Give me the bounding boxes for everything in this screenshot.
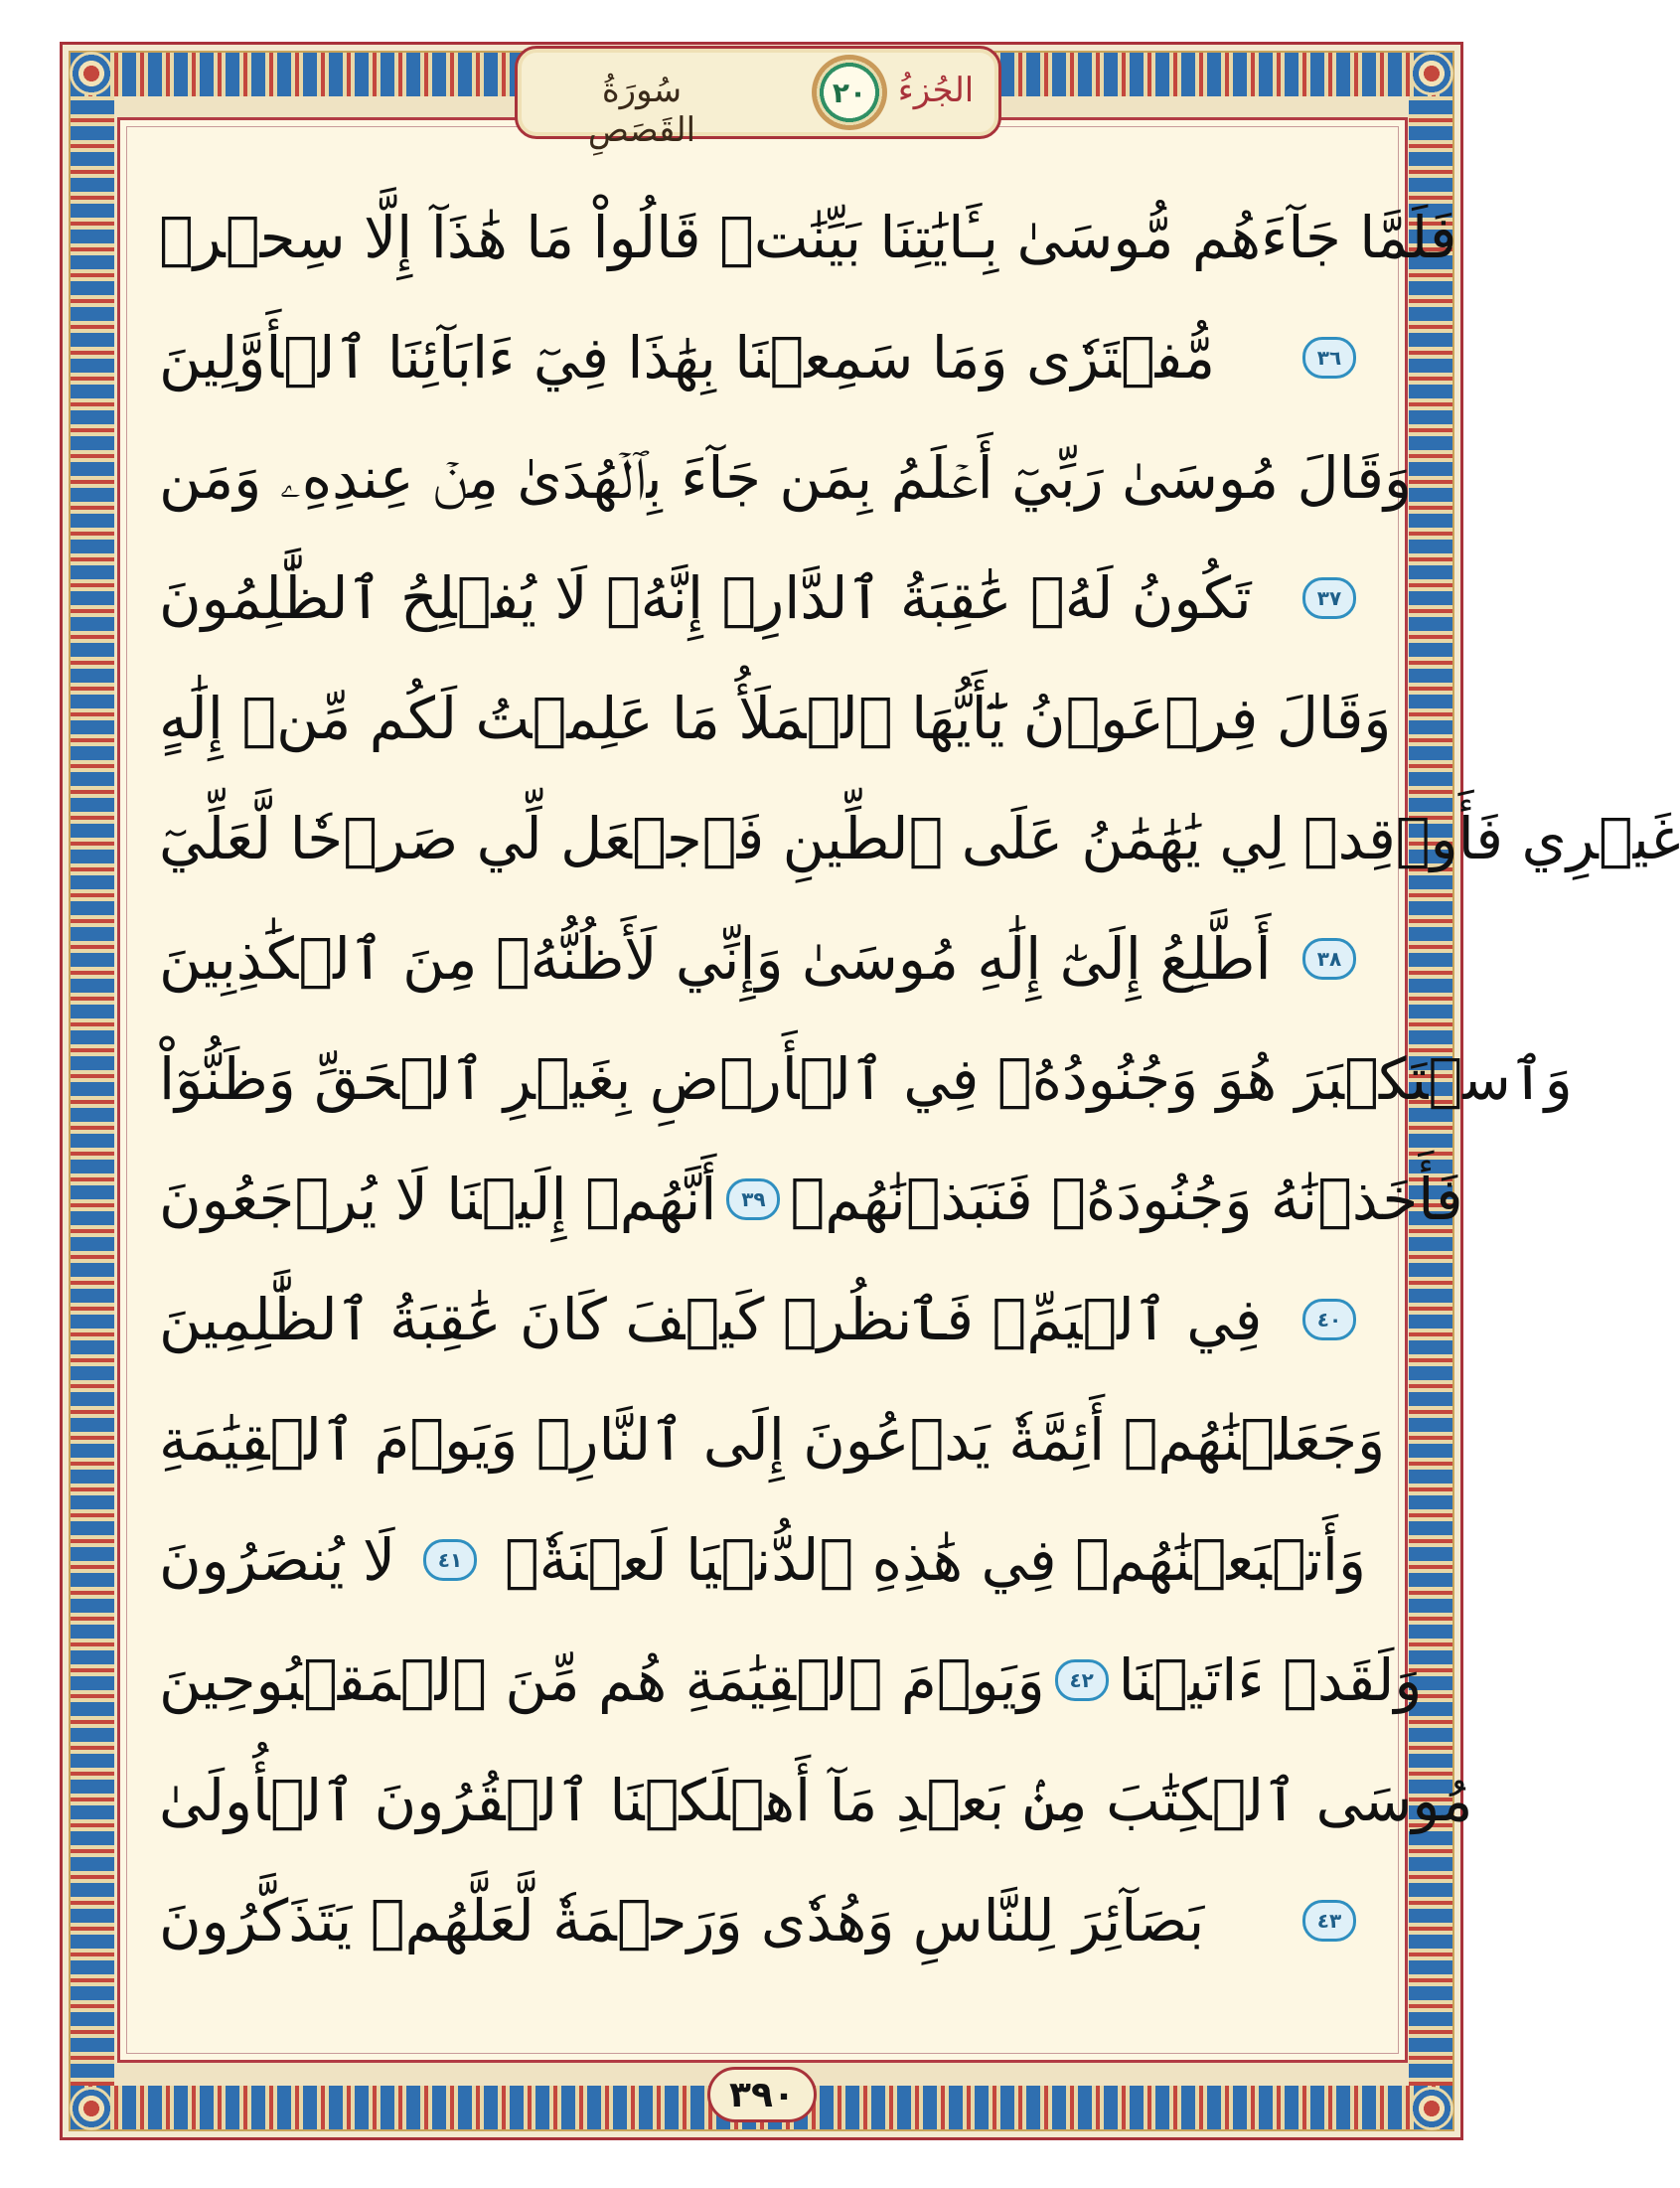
verse-text: فِي ٱلۡيَمِّۖ فَٱنظُرۡ كَيۡفَ كَانَ عَٰقِبَةُ ٱلظَّٰلِمِينَ xyxy=(159,1285,1263,1353)
text-line xyxy=(159,538,1366,658)
ayah-number-marker: ٣٦ xyxy=(1302,337,1356,379)
text-line xyxy=(159,1620,1423,1740)
verse-text: أَنَّهُمۡ إِلَيۡنَا لَا يُرۡجَعُونَ xyxy=(159,1165,717,1233)
juz-badge xyxy=(812,55,887,130)
verse-text: بَصَآئِرَ لِلنَّاسِ وَهُدٗى وَرَحۡمَةٗ لَّعَلَّهُمۡ يَتَذَكَّرُونَ xyxy=(159,1886,1205,1954)
verse-text: وَلَقَدۡ ءَاتَيۡنَا xyxy=(1118,1645,1423,1714)
ayah-number-marker: ٣٨ xyxy=(1302,938,1356,980)
corner-ornament-icon xyxy=(1410,2087,1453,2130)
verse-text: تَكُونُ لَهُۥ عَٰقِبَةُ ٱلدَّارِۚ إِنَّهُۥ لَا يُفۡلِحُ ٱلظَّٰلِمُونَ xyxy=(159,563,1252,632)
text-line xyxy=(159,1860,1366,1980)
ayah-number-marker: ٣٧ xyxy=(1302,577,1356,619)
verse-text: مُّفۡتَرٗى وَمَا سَمِعۡنَا بِهَٰذَا فِيٓ ءَابَآئِنَا ٱلۡأَوَّلِينَ xyxy=(159,323,1216,391)
ayah-number-marker: ٤٠ xyxy=(1302,1299,1356,1340)
ayah-number-marker: ٤٣ xyxy=(1302,1900,1356,1942)
text-line xyxy=(159,1139,1463,1259)
text-line xyxy=(159,898,1366,1018)
verse-text: فَلَمَّا جَآءَهُم مُّوسَىٰ بِـَٔايَٰتِنَا بَيِّنَٰتٖ قَالُواْ مَا هَٰذَآ إِلَّا سِحۡرٞ xyxy=(159,203,1457,271)
verse-text: وَيَوۡمَ ٱلۡقِيَٰمَةِ هُم مِّنَ ٱلۡمَقۡبُوحِينَ xyxy=(159,1645,1045,1714)
verse-text: وَأَتۡبَعۡنَٰهُمۡ فِي هَٰذِهِ ٱلدُّنۡيَا لَعۡنَةٗۖ xyxy=(504,1525,1366,1594)
verse-text: وَقَالَ فِرۡعَوۡنُ يَٰٓأَيُّهَا ٱلۡمَلَأُ مَا عَلِمۡتُ لَكُم مِّنۡ إِلَٰهٍ xyxy=(159,684,1392,752)
text-line xyxy=(159,1499,1366,1620)
corner-ornament-icon xyxy=(70,2087,113,2130)
quran-text xyxy=(159,177,1680,1980)
text-line xyxy=(159,1259,1366,1379)
verse-text: وَجَعَلۡنَٰهُمۡ أَئِمَّةٗ يَدۡعُونَ إِلَى ٱلنَّارِۖ وَيَوۡمَ ٱلۡقِيَٰمَةِ xyxy=(159,1405,1386,1474)
juz-label: الجُزءُ xyxy=(897,71,975,110)
corner-ornament-icon xyxy=(1410,52,1453,95)
verse-text: لَا يُنصَرُونَ xyxy=(159,1525,396,1594)
verse-text: فَأَخَذۡنَٰهُ وَجُنُودَهُۥ فَنَبَذۡنَٰهُمۡ xyxy=(790,1165,1463,1233)
corner-ornament-icon xyxy=(70,52,113,95)
text-line xyxy=(159,417,1413,538)
verse-text: وَٱسۡتَكۡبَرَ هُوَ وَجُنُودُهُۥ فِي ٱلۡأَرۡضِ بِغَيۡرِ ٱلۡحَقِّ وَظَنُّوٓاْ xyxy=(159,1044,1573,1113)
page-header xyxy=(515,46,1001,150)
verse-text: مُوسَى ٱلۡكِتَٰبَ مِنۢ بَعۡدِ مَآ أَهۡلَكۡنَا ٱلۡقُرُونَ ٱلۡأُولَىٰ xyxy=(159,1766,1473,1834)
text-line xyxy=(159,297,1366,417)
verse-text: وَقَالَ مُوسَىٰ رَبِّيٓ أَعۡلَمُ بِمَن جَآءَ بِٱلۡهُدَىٰ مِنۡ عِندِهِۦ وَمَن xyxy=(159,443,1413,512)
ayah-number-marker: ٣٩ xyxy=(726,1178,780,1220)
text-line xyxy=(159,1379,1386,1499)
page-number: ٣٩٠ xyxy=(707,2067,817,2122)
text-line xyxy=(159,778,1680,898)
text-line xyxy=(159,177,1457,297)
ayah-number-marker: ٤١ xyxy=(423,1539,477,1581)
surah-name: سُورَةُ القَصَصِ xyxy=(587,71,696,150)
verse-text: غَيۡرِي فَأَوۡقِدۡ لِي يَٰهَٰمَٰنُ عَلَى ٱلطِّينِ فَٱجۡعَل لِّي صَرۡحٗا لَّعَلِّيٓ xyxy=(159,804,1680,872)
text-line xyxy=(159,1740,1473,1860)
verse-text: أَطَّلِعُ إِلَىٰٓ إِلَٰهِ مُوسَىٰ وَإِنِّي لَأَظُنُّهُۥ مِنَ ٱلۡكَٰذِبِينَ xyxy=(159,924,1272,993)
text-line xyxy=(159,658,1392,778)
text-line xyxy=(159,1018,1573,1139)
juz-number: ٢٠ xyxy=(832,76,867,109)
ayah-number-marker: ٤٢ xyxy=(1055,1659,1109,1701)
